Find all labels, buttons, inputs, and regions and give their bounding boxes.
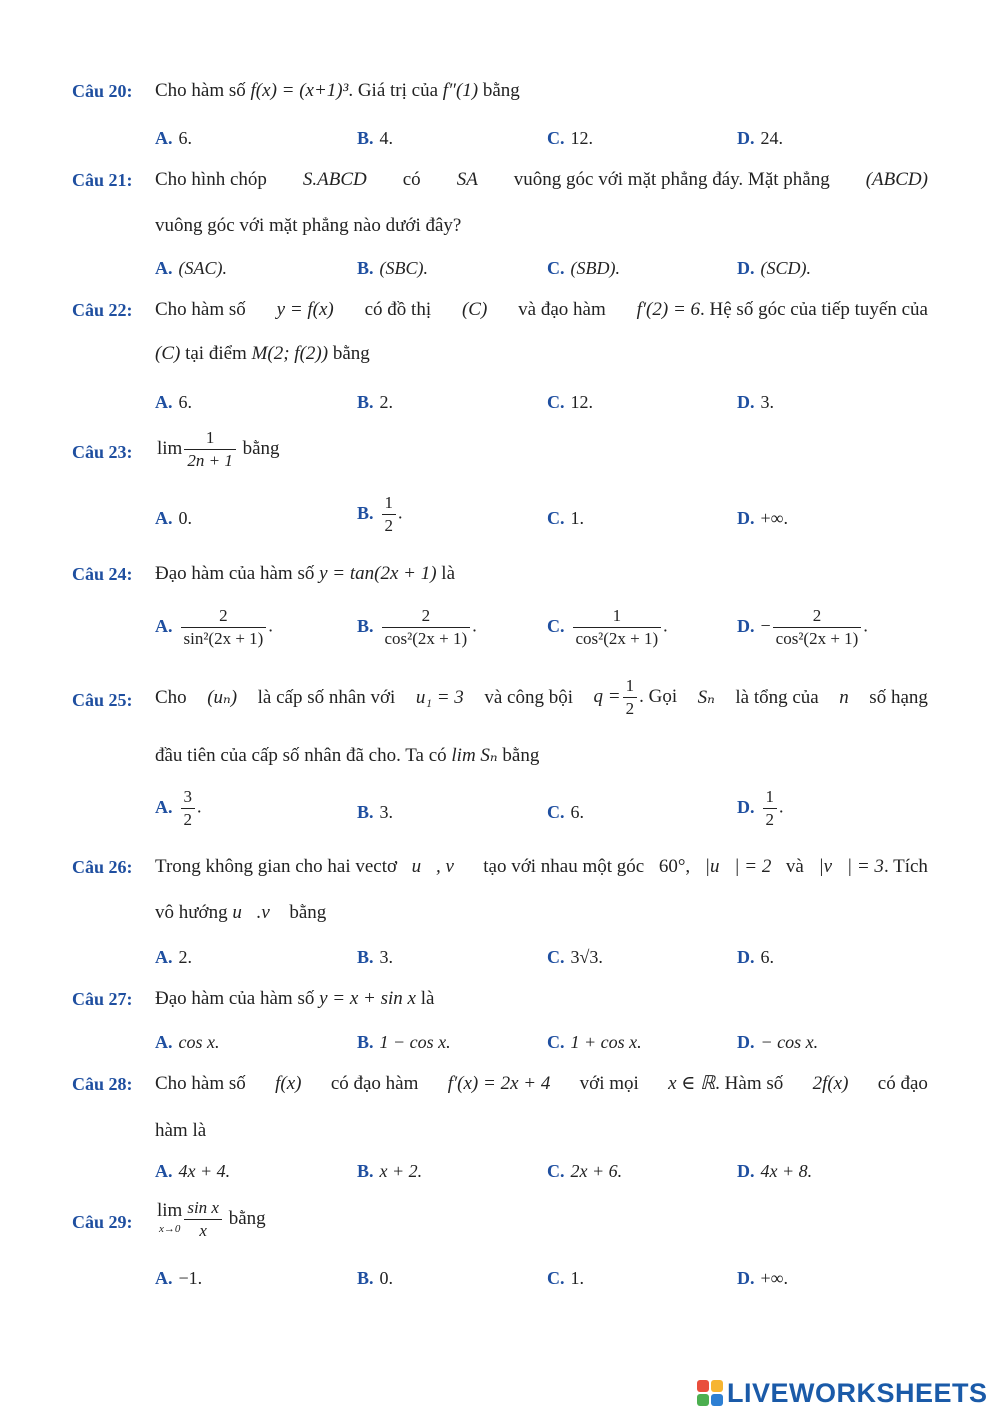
question-27-option-b[interactable]: B. 1 − cos x. <box>357 1032 451 1052</box>
liveworksheets-logo[interactable] <box>697 1378 988 1408</box>
question-28-stem-line2: hàm là <box>155 1120 207 1141</box>
question-24-option-b[interactable]: B. $\frac{2}{\text{cos²(2x + 1)}}$ . <box>357 606 477 648</box>
question-28-option-a[interactable]: A. 4x + 4. <box>155 1161 231 1181</box>
question-23-option-c[interactable]: C. 1. <box>547 508 584 528</box>
logo-icon <box>697 1380 723 1406</box>
question-26-option-c[interactable]: C. 3√3. <box>547 947 603 967</box>
question-22-option-a[interactable]: A. 6. <box>155 392 192 412</box>
question-20-label: Câu 20: <box>72 81 133 101</box>
question-21-option-d[interactable]: D. (SCD). <box>737 258 811 278</box>
question-23-option-d[interactable]: D. +∞. <box>737 508 788 528</box>
question-28-stem-line1: Cho hàm số f(x) có đạo hàm f′(x) = 2x + 4 với mọi x ∈ ℝ. Hàm số 2f(x) có đạo <box>155 1073 928 1094</box>
question-27-option-a[interactable]: A. cos x. <box>155 1032 220 1052</box>
question-22-option-d[interactable]: D. 3. <box>737 392 774 412</box>
question-24-option-d[interactable]: D. − $\frac{2}{\text{cos²(2x + 1)}}$ . <box>737 606 868 648</box>
question-29-option-d[interactable]: D. +∞. <box>737 1268 788 1288</box>
question-22-option-b[interactable]: B. 2. <box>357 392 394 412</box>
question-21-option-c[interactable]: C. (SBD). <box>547 258 620 278</box>
question-28-option-b[interactable]: B. x + 2. <box>357 1161 423 1181</box>
question-26-stem-line1: Trong không gian cho hai vectơ u⃗, v⃗ tạo với nhau một góc 60°, |u⃗| = 2 và |v⃗| = 3. Tích <box>155 856 928 877</box>
question-23-option-b[interactable]: B. $\frac{1}{2}$ . <box>357 493 403 535</box>
question-20-option-c[interactable]: C. 12. <box>547 128 593 148</box>
question-24-option-a[interactable]: A. $\frac{2}{\text{sin²(2x + 1)}}$ . <box>155 606 273 648</box>
question-24-option-c[interactable]: C. $\frac{1}{\text{cos²(2x + 1)}}$ . <box>547 606 668 648</box>
question-25-option-a[interactable]: A. $\frac{3}{2}$ . <box>155 787 202 829</box>
question-22-stem-line2: (C) tại điểm M(2; f(2)) bằng <box>155 343 370 364</box>
question-22-label: Câu 22: <box>72 300 133 320</box>
question-21-stem-line2: vuông góc với mặt phẳng nào dưới đây? <box>155 215 462 236</box>
question-21-option-b[interactable]: B. (SBC). <box>357 258 429 278</box>
question-25-stem-line1: Cho (uₙ) là cấp số nhân với u₁ = 3 và công bội q = $\frac{1}{2}$ . Gọi Sₙ là tổng của n số hạng <box>155 676 928 718</box>
question-27-option-c[interactable]: C. 1 + cos x. <box>547 1032 642 1052</box>
question-24-stem: Đạo hàm của hàm số y = tan(2x + 1) là <box>155 563 456 584</box>
question-28-option-d[interactable]: D. 4x + 8. <box>737 1161 813 1181</box>
question-25-option-b[interactable]: B. 3. <box>357 802 394 822</box>
question-25-stem-line2: đầu tiên của cấp số nhân đã cho. Ta có lim Sₙ bằng <box>155 745 540 766</box>
question-22-option-c[interactable]: C. 12. <box>547 392 593 412</box>
question-22-stem-line1: Cho hàm số y = f(x) có đồ thị (C) và đạo hàm f′(2) = 6. Hệ số góc của tiếp tuyến của <box>155 299 928 320</box>
question-23-stem: lim $\frac{1}{2n + 1}$ bằng <box>157 428 280 470</box>
question-27-option-d[interactable]: D. − cos x. <box>737 1032 819 1052</box>
question-29-option-a[interactable]: A. −1. <box>155 1268 203 1288</box>
question-24-label: Câu 24: <box>72 564 133 584</box>
question-20-stem: Cho hàm số f(x) = (x+1)³. Giá trị của f″(1) bằng <box>155 80 520 101</box>
question-26-option-d[interactable]: D. 6. <box>737 947 774 967</box>
question-28-label: Câu 28: <box>72 1074 133 1094</box>
question-20-option-b[interactable]: B. 4. <box>357 128 394 148</box>
question-20-option-d[interactable]: D. 24. <box>737 128 783 148</box>
question-29-stem: lim x→0 $\frac{\text{sin x}}{x}$ bằng <box>157 1198 266 1240</box>
logo-text: LIVEWORKSHEETS <box>727 1377 988 1408</box>
question-25-option-d[interactable]: D. $\frac{1}{2}$ . <box>737 787 784 829</box>
question-29-option-c[interactable]: C. 1. <box>547 1268 584 1288</box>
question-26-option-b[interactable]: B. 3. <box>357 947 394 967</box>
question-20-option-a[interactable]: A. 6. <box>155 128 192 148</box>
question-29-label: Câu 29: <box>72 1212 133 1232</box>
question-23-label: Câu 23: <box>72 442 133 462</box>
question-25-option-c[interactable]: C. 6. <box>547 802 584 822</box>
question-26-option-a[interactable]: A. 2. <box>155 947 192 967</box>
question-29-option-b[interactable]: B. 0. <box>357 1268 394 1288</box>
question-26-stem-line2: vô hướng u⃗.v⃗ bằng <box>155 902 327 923</box>
question-21-stem-line1: Cho hình chóp S.ABCD có SA vuông góc với mặt phẳng đáy. Mặt phẳng (ABCD) <box>155 169 928 190</box>
question-21-label: Câu 21: <box>72 170 133 190</box>
question-23-option-a[interactable]: A. 0. <box>155 508 192 528</box>
question-25-label: Câu 25: <box>72 690 133 710</box>
question-28-option-c[interactable]: C. 2x + 6. <box>547 1161 623 1181</box>
question-21-option-a[interactable]: A. (SAC). <box>155 258 227 278</box>
question-27-label: Câu 27: <box>72 989 133 1009</box>
question-27-stem: Đạo hàm của hàm số y = x + sin x là <box>155 988 435 1009</box>
question-26-label: Câu 26: <box>72 857 133 877</box>
